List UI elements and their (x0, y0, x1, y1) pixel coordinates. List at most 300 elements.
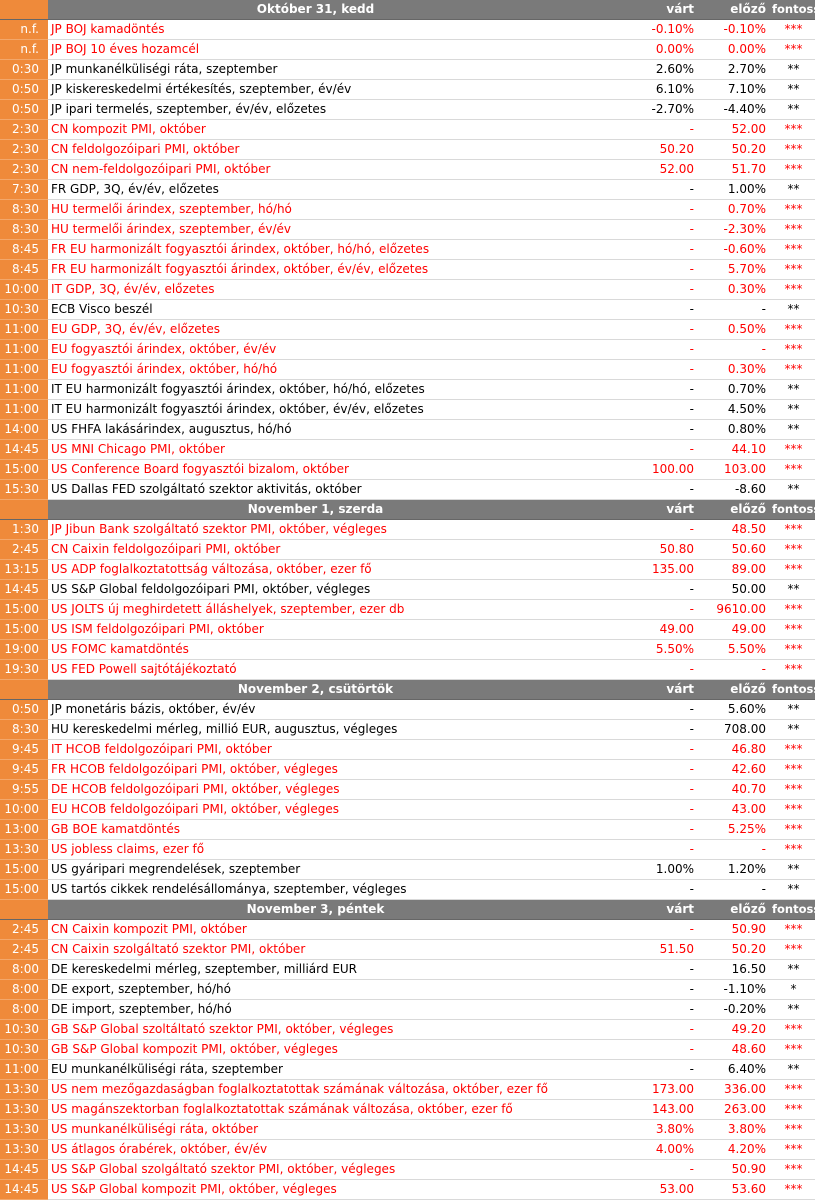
event-time: 8:00 (0, 960, 48, 980)
event-row (0, 160, 815, 180)
importance-stars: ** (772, 580, 815, 600)
importance-stars: *** (772, 640, 815, 660)
previous-value: 42.60 (703, 760, 772, 780)
expected-value: - (583, 320, 703, 340)
importance-stars: ** (772, 700, 815, 720)
event-row (0, 560, 815, 580)
importance-stars: ** (772, 400, 815, 420)
expected-value: 143.00 (583, 1100, 703, 1120)
event-time: 15:30 (0, 480, 48, 500)
event-name: CN kompozit PMI, október (48, 120, 583, 140)
event-time: 0:50 (0, 80, 48, 100)
event-row (0, 780, 815, 800)
importance-stars: *** (772, 1120, 815, 1140)
event-name: GB S&P Global szoltáltató szektor PMI, október, végleges (48, 1020, 583, 1040)
expected-value: 135.00 (583, 560, 703, 580)
expected-value: - (583, 1020, 703, 1040)
column-header-previous: előző (703, 500, 772, 520)
event-row (0, 660, 815, 680)
expected-value: - (583, 380, 703, 400)
event-name: US FHFA lakásárindex, augusztus, hó/hó (48, 420, 583, 440)
importance-stars: *** (772, 160, 815, 180)
event-time: 0:50 (0, 100, 48, 120)
event-row (0, 280, 815, 300)
event-name: US FOMC kamatdöntés (48, 640, 583, 660)
event-time: 8:30 (0, 220, 48, 240)
previous-value: 50.20 (703, 940, 772, 960)
event-row (0, 1120, 815, 1140)
event-row (0, 60, 815, 80)
event-name: CN Caixin kompozit PMI, október (48, 920, 583, 940)
expected-value: - (583, 660, 703, 680)
event-row (0, 880, 815, 900)
day-header-time-cell (0, 500, 48, 520)
event-name: US átlagos órabérek, október, év/év (48, 1140, 583, 1160)
event-time: 11:00 (0, 320, 48, 340)
event-row (0, 220, 815, 240)
event-name: US Dallas FED szolgáltató szektor aktivitás, október (48, 480, 583, 500)
event-row (0, 960, 815, 980)
column-header-expected: várt (583, 900, 703, 920)
expected-value: - (583, 220, 703, 240)
event-row (0, 600, 815, 620)
expected-value: 0.00% (583, 40, 703, 60)
event-row (0, 1140, 815, 1160)
event-time: 11:00 (0, 340, 48, 360)
expected-value: - (583, 120, 703, 140)
importance-stars: ** (772, 100, 815, 120)
event-row (0, 140, 815, 160)
previous-value: -0.10% (703, 20, 772, 40)
importance-stars: ** (772, 960, 815, 980)
importance-stars: *** (772, 1100, 815, 1120)
event-name: JP monetáris bázis, október, év/év (48, 700, 583, 720)
event-name: JP Jibun Bank szolgáltató szektor PMI, október, végleges (48, 520, 583, 540)
importance-stars: *** (772, 280, 815, 300)
event-name: FR EU harmonizált fogyasztói árindex, október, év/év, előzetes (48, 260, 583, 280)
previous-value: 49.00 (703, 620, 772, 640)
event-time: n.f. (0, 40, 48, 60)
expected-value: - (583, 240, 703, 260)
previous-value: 263.00 (703, 1100, 772, 1120)
event-row (0, 320, 815, 340)
day-header-time-cell (0, 900, 48, 920)
event-name: HU termelői árindex, szeptember, év/év (48, 220, 583, 240)
expected-value: -0.10% (583, 20, 703, 40)
previous-value: 5.25% (703, 820, 772, 840)
previous-value: 6.40% (703, 1060, 772, 1080)
event-name: ECB Visco beszél (48, 300, 583, 320)
event-row (0, 400, 815, 420)
event-name: US magánszektorban foglalkoztatottak számának változása, október, ezer fő (48, 1100, 583, 1120)
event-row (0, 760, 815, 780)
event-time: 11:00 (0, 400, 48, 420)
importance-stars: *** (772, 200, 815, 220)
day-header-row (0, 0, 815, 20)
event-time: 7:30 (0, 180, 48, 200)
column-header-previous: előző (703, 680, 772, 700)
expected-value: - (583, 760, 703, 780)
event-time: 8:00 (0, 1000, 48, 1020)
importance-stars: *** (772, 220, 815, 240)
event-name: EU munkanélküliségi ráta, szeptember (48, 1060, 583, 1080)
expected-value: 1.00% (583, 860, 703, 880)
event-time: 13:30 (0, 1080, 48, 1100)
event-row (0, 540, 815, 560)
expected-value: - (583, 1040, 703, 1060)
event-time: 15:00 (0, 860, 48, 880)
event-time: 9:55 (0, 780, 48, 800)
previous-value: 5.70% (703, 260, 772, 280)
expected-value: 53.00 (583, 1180, 703, 1200)
event-name: HU termelői árindex, szeptember, hó/hó (48, 200, 583, 220)
importance-stars: *** (772, 800, 815, 820)
importance-stars: *** (772, 520, 815, 540)
importance-stars: ** (772, 1060, 815, 1080)
event-name: IT GDP, 3Q, év/év, előzetes (48, 280, 583, 300)
expected-value: 50.80 (583, 540, 703, 560)
previous-value: 0.70% (703, 380, 772, 400)
event-time: 13:15 (0, 560, 48, 580)
column-header-expected: várt (583, 680, 703, 700)
event-row (0, 260, 815, 280)
event-row (0, 240, 815, 260)
previous-value: 49.20 (703, 1020, 772, 1040)
event-name: IT HCOB feldolgozóipari PMI, október (48, 740, 583, 760)
event-name: US munkanélküliségi ráta, október (48, 1120, 583, 1140)
event-row (0, 1060, 815, 1080)
previous-value: 9610.00 (703, 600, 772, 620)
event-row (0, 620, 815, 640)
event-time: 13:30 (0, 1120, 48, 1140)
importance-stars: *** (772, 820, 815, 840)
event-name: US S&P Global szolgáltató szektor PMI, október, végleges (48, 1160, 583, 1180)
event-name: EU HCOB feldolgozóipari PMI, október, végleges (48, 800, 583, 820)
column-header-importance: fontosság (772, 680, 815, 700)
expected-value: - (583, 800, 703, 820)
expected-value: - (583, 600, 703, 620)
importance-stars: *** (772, 140, 815, 160)
event-name: US ISM feldolgozóipari PMI, október (48, 620, 583, 640)
event-time: 9:45 (0, 740, 48, 760)
event-row (0, 840, 815, 860)
event-name: EU fogyasztói árindex, október, hó/hó (48, 360, 583, 380)
previous-value: 2.70% (703, 60, 772, 80)
importance-stars: ** (772, 480, 815, 500)
importance-stars: *** (772, 320, 815, 340)
event-time: 15:00 (0, 460, 48, 480)
event-time: 15:00 (0, 600, 48, 620)
importance-stars: *** (772, 40, 815, 60)
previous-value: -4.40% (703, 100, 772, 120)
event-row (0, 700, 815, 720)
column-header-importance: fontosság (772, 900, 815, 920)
previous-value: 5.60% (703, 700, 772, 720)
event-row (0, 340, 815, 360)
event-name: US MNI Chicago PMI, október (48, 440, 583, 460)
previous-value: - (703, 660, 772, 680)
importance-stars: ** (772, 60, 815, 80)
previous-value: 46.80 (703, 740, 772, 760)
expected-value: - (583, 980, 703, 1000)
expected-value: -2.70% (583, 100, 703, 120)
event-time: 0:30 (0, 60, 48, 80)
event-name: US FED Powell sajtótájékoztató (48, 660, 583, 680)
previous-value: 0.30% (703, 280, 772, 300)
importance-stars: *** (772, 840, 815, 860)
importance-stars: *** (772, 740, 815, 760)
column-header-importance: fontosság (772, 0, 815, 20)
event-row (0, 520, 815, 540)
previous-value: 3.80% (703, 1120, 772, 1140)
previous-value: 4.20% (703, 1140, 772, 1160)
event-time: 8:00 (0, 980, 48, 1000)
previous-value: 708.00 (703, 720, 772, 740)
previous-value: - (703, 840, 772, 860)
event-name: IT EU harmonizált fogyasztói árindex, október, hó/hó, előzetes (48, 380, 583, 400)
importance-stars: ** (772, 180, 815, 200)
previous-value: 50.60 (703, 540, 772, 560)
event-time: 13:30 (0, 840, 48, 860)
event-row (0, 920, 815, 940)
column-header-previous: előző (703, 900, 772, 920)
event-row (0, 940, 815, 960)
event-name: JP BOJ 10 éves hozamcél (48, 40, 583, 60)
event-row (0, 860, 815, 880)
expected-value: - (583, 280, 703, 300)
event-name: EU GDP, 3Q, év/év, előzetes (48, 320, 583, 340)
previous-value: - (703, 300, 772, 320)
event-row (0, 200, 815, 220)
previous-value: 40.70 (703, 780, 772, 800)
previous-value: 7.10% (703, 80, 772, 100)
event-name: US S&P Global feldolgozóipari PMI, október, végleges (48, 580, 583, 600)
event-row (0, 720, 815, 740)
event-time: 10:00 (0, 280, 48, 300)
importance-stars: *** (772, 940, 815, 960)
previous-value: -1.10% (703, 980, 772, 1000)
event-name: FR GDP, 3Q, év/év, előzetes (48, 180, 583, 200)
event-name: CN nem-feldolgozóipari PMI, október (48, 160, 583, 180)
importance-stars: ** (772, 860, 815, 880)
importance-stars: *** (772, 360, 815, 380)
event-name: JP BOJ kamadöntés (48, 20, 583, 40)
importance-stars: *** (772, 620, 815, 640)
event-row (0, 420, 815, 440)
expected-value: - (583, 920, 703, 940)
event-time: 13:30 (0, 1100, 48, 1120)
importance-stars: ** (772, 720, 815, 740)
expected-value: - (583, 520, 703, 540)
day-header-row (0, 900, 815, 920)
importance-stars: ** (772, 1000, 815, 1020)
event-row (0, 1000, 815, 1020)
expected-value: - (583, 700, 703, 720)
expected-value: - (583, 1000, 703, 1020)
expected-value: - (583, 960, 703, 980)
previous-value: 4.50% (703, 400, 772, 420)
previous-value: 48.60 (703, 1040, 772, 1060)
importance-stars: *** (772, 660, 815, 680)
importance-stars: *** (772, 460, 815, 480)
event-time: 14:45 (0, 580, 48, 600)
event-time: 14:45 (0, 1160, 48, 1180)
event-time: 2:45 (0, 920, 48, 940)
event-time: 2:30 (0, 160, 48, 180)
event-row (0, 100, 815, 120)
importance-stars: *** (772, 760, 815, 780)
event-time: 2:30 (0, 120, 48, 140)
importance-stars: *** (772, 340, 815, 360)
day-title: Október 31, kedd (48, 0, 583, 20)
importance-stars: ** (772, 420, 815, 440)
importance-stars: *** (772, 1080, 815, 1100)
expected-value: 49.00 (583, 620, 703, 640)
expected-value: - (583, 820, 703, 840)
day-header-row (0, 680, 815, 700)
event-name: US jobless claims, ezer fő (48, 840, 583, 860)
importance-stars: *** (772, 780, 815, 800)
event-time: 10:30 (0, 1020, 48, 1040)
importance-stars: *** (772, 1140, 815, 1160)
importance-stars: * (772, 980, 815, 1000)
event-time: 15:00 (0, 880, 48, 900)
event-name: DE import, szeptember, hó/hó (48, 1000, 583, 1020)
previous-value: 50.00 (703, 580, 772, 600)
expected-value: - (583, 440, 703, 460)
event-row (0, 440, 815, 460)
importance-stars: *** (772, 1020, 815, 1040)
expected-value: 3.80% (583, 1120, 703, 1140)
previous-value: -0.20% (703, 1000, 772, 1020)
event-row (0, 1020, 815, 1040)
event-time: 9:45 (0, 760, 48, 780)
expected-value: - (583, 720, 703, 740)
event-time: 11:00 (0, 360, 48, 380)
event-row (0, 20, 815, 40)
previous-value: 336.00 (703, 1080, 772, 1100)
importance-stars: *** (772, 440, 815, 460)
event-time: 8:45 (0, 240, 48, 260)
previous-value: -8.60 (703, 480, 772, 500)
event-row (0, 180, 815, 200)
event-time: 19:30 (0, 660, 48, 680)
expected-value: - (583, 740, 703, 760)
event-name: DE HCOB feldolgozóipari PMI, október, végleges (48, 780, 583, 800)
event-time: 10:30 (0, 300, 48, 320)
previous-value: 51.70 (703, 160, 772, 180)
previous-value: 1.00% (703, 180, 772, 200)
event-row (0, 820, 815, 840)
day-title: November 1, szerda (48, 500, 583, 520)
event-time: 2:30 (0, 140, 48, 160)
expected-value: - (583, 480, 703, 500)
event-row (0, 1040, 815, 1060)
expected-value: - (583, 780, 703, 800)
expected-value: 52.00 (583, 160, 703, 180)
event-name: DE kereskedelmi mérleg, szeptember, milliárd EUR (48, 960, 583, 980)
event-name: US Conference Board fogyasztói bizalom, október (48, 460, 583, 480)
event-time: n.f. (0, 20, 48, 40)
importance-stars: *** (772, 1160, 815, 1180)
expected-value: - (583, 200, 703, 220)
event-time: 2:45 (0, 540, 48, 560)
previous-value: -0.60% (703, 240, 772, 260)
previous-value: 1.20% (703, 860, 772, 880)
event-time: 14:45 (0, 440, 48, 460)
expected-value: 4.00% (583, 1140, 703, 1160)
expected-value: 51.50 (583, 940, 703, 960)
previous-value: 52.00 (703, 120, 772, 140)
event-row (0, 1180, 815, 1200)
event-time: 14:45 (0, 1180, 48, 1200)
expected-value: - (583, 1160, 703, 1180)
day-header-time-cell (0, 680, 48, 700)
expected-value: - (583, 180, 703, 200)
event-name: JP munkanélküliségi ráta, szeptember (48, 60, 583, 80)
importance-stars: *** (772, 560, 815, 580)
column-header-expected: várt (583, 0, 703, 20)
importance-stars: *** (772, 920, 815, 940)
day-header-row (0, 500, 815, 520)
previous-value: - (703, 880, 772, 900)
previous-value: 53.60 (703, 1180, 772, 1200)
expected-value: - (583, 1060, 703, 1080)
event-row (0, 120, 815, 140)
expected-value: - (583, 840, 703, 860)
previous-value: - (703, 340, 772, 360)
expected-value: 100.00 (583, 460, 703, 480)
event-name: CN feldolgozóipari PMI, október (48, 140, 583, 160)
event-time: 1:30 (0, 520, 48, 540)
importance-stars: *** (772, 20, 815, 40)
previous-value: 50.90 (703, 920, 772, 940)
event-time: 15:00 (0, 620, 48, 640)
expected-value: 173.00 (583, 1080, 703, 1100)
event-time: 8:30 (0, 720, 48, 740)
expected-value: 6.10% (583, 80, 703, 100)
previous-value: 103.00 (703, 460, 772, 480)
event-time: 11:00 (0, 380, 48, 400)
column-header-previous: előző (703, 0, 772, 20)
event-name: GB BOE kamatdöntés (48, 820, 583, 840)
day-header-time-cell (0, 0, 48, 20)
event-name: FR EU harmonizált fogyasztói árindex, október, hó/hó, előzetes (48, 240, 583, 260)
previous-value: -2.30% (703, 220, 772, 240)
event-name: GB S&P Global kompozit PMI, október, végleges (48, 1040, 583, 1060)
event-time: 10:30 (0, 1040, 48, 1060)
event-row (0, 740, 815, 760)
expected-value: - (583, 880, 703, 900)
importance-stars: *** (772, 1180, 815, 1200)
event-row (0, 640, 815, 660)
previous-value: 5.50% (703, 640, 772, 660)
day-title: November 3, péntek (48, 900, 583, 920)
importance-stars: ** (772, 300, 815, 320)
expected-value: 2.60% (583, 60, 703, 80)
event-row (0, 300, 815, 320)
expected-value: - (583, 360, 703, 380)
expected-value: - (583, 580, 703, 600)
expected-value: - (583, 340, 703, 360)
event-time: 14:00 (0, 420, 48, 440)
previous-value: 0.30% (703, 360, 772, 380)
previous-value: 44.10 (703, 440, 772, 460)
importance-stars: ** (772, 80, 815, 100)
event-name: JP kiskereskedelmi értékesítés, szeptember, év/év (48, 80, 583, 100)
event-time: 10:00 (0, 800, 48, 820)
expected-value: - (583, 260, 703, 280)
